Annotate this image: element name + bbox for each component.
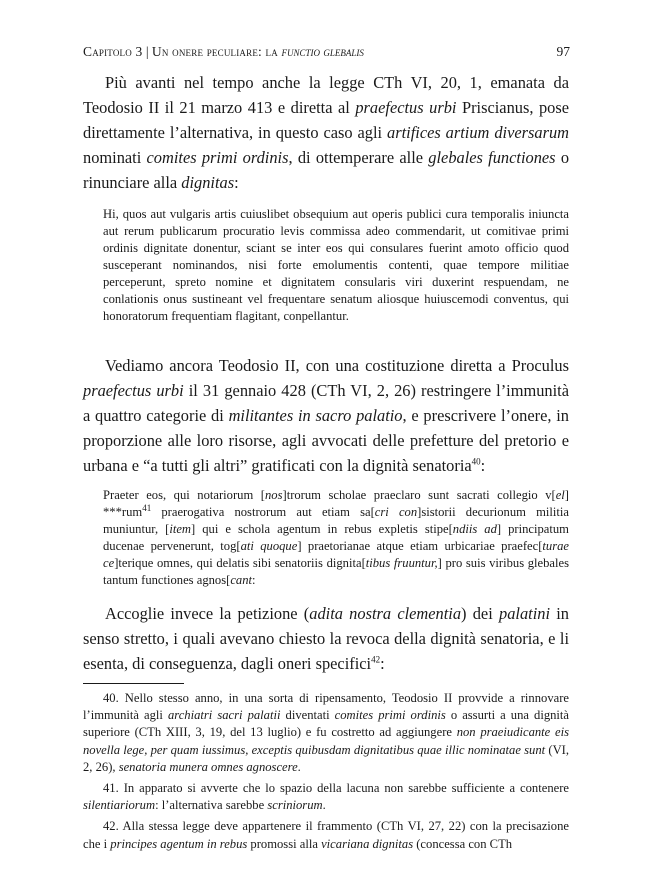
para1-text: Priscianus, pose direttamente l’alternativa, in questo caso agli [83,98,569,142]
q2-italic: item [169,522,192,536]
fn-text: Nello stesso anno, in una sorta di ripensamento, Teodosio II provvide a rinnovare l’immunità agli [83,691,569,723]
footnote-ref-41[interactable]: 41 [142,502,152,513]
fn-italic: , senatoria munera omnes agnoscere [112,759,298,774]
latin-quotation-2 [103,487,569,589]
running-header [83,44,570,60]
para2-text: , e prescrivere l’onere, in proporzione alle loro risorse, agli avvocati delle prefetture del pretorio e urbana e “a tutti gli altri” gratificati con la dignità senatoria [83,406,569,475]
footnote-41 [83,780,569,814]
para1-text: o rinunciare alla [83,148,570,192]
q2-text: ]sistorii decurionum militia muniuntur, [ [103,505,569,536]
para1-italic: praefectus urbi [355,98,457,117]
para1-italic: comites primi ordinis [146,148,289,167]
footnote-40 [83,690,569,776]
q2-text: ] praetorianae atque etiam urbicariae praefec[ [297,539,543,553]
para1-text: nominati [83,148,147,167]
para3-text: Accoglie invece la petizione ( [105,604,310,623]
para1-italic: dignitas [181,173,235,192]
fn-italic: vicariana dignitas [321,836,414,851]
q2-italic: cant [230,573,252,587]
fn-text: promossi alla [247,836,322,851]
para1-text: , di ottemperare alle [288,148,429,167]
q2-text: ] pro suis viribus glebales tantum functiones agnos[ [103,556,569,587]
footnote-number: 40. [103,691,119,705]
footnotes [83,690,569,853]
q2-text: Praeter eos, qui notariorum [ [103,488,265,502]
footnote-divider [83,683,184,684]
footnote-ref-42[interactable]: 42 [371,654,381,665]
q2-italic: ati quoque [240,539,298,553]
quotation-1-text: Hi, quos aut vulgaris artis cuiuslibet obsequium aut operis publici cura temporalis iniuncta aut rerum publicarum procuratio levis commissa adeo commendarit, ut comitivae primi ordinis dignitate donentur, sciant se inter eos qui consulares fuerint amoto officio quod susceperant nominandos, nisi forte emolumentis contenti, quae tempore militiae perceperunt, spreto nomine et dignitatem consularis viri duxerint respuendam, ne conlationis onus sustineant vel frequentare senatum aliosque huiuscemodi conventus, qui honoratorum frequentiam flagitant, conpellantur. [103,207,569,323]
header-separator: | [145,44,149,59]
fn-italic: archiatri sacri palatii [167,708,281,723]
footnote-42 [83,818,569,852]
para1-italic: artifices artium diversarum [387,123,569,142]
paragraph-3 [83,601,569,676]
q2-text: praerogativa nostrorum aut etiam sa[ [151,505,375,519]
latin-quotation-1 [103,206,569,325]
q2-text: ]terique omnes, qui delatis sibi senatoriis dignita[ [114,556,366,570]
q2-text: ] principatum ducenae pervenerunt, tog[ [103,522,569,553]
fn-text: diventati [280,708,335,723]
fn-text: (concessa con CTh [413,836,513,851]
q2-italic: tibus fruuntur, [365,556,438,570]
paragraph-2 [83,353,569,478]
para3-text: : [380,654,385,673]
q2-text: ] ***rum [103,488,569,519]
para3-italic: adita nostra clementia [309,604,462,623]
chapter-title: Un onere peculiare: la [151,44,282,59]
q2-italic: nos [265,488,283,502]
para1-text: : [234,173,239,192]
para1-text: Più avanti nel tempo anche la legge CTh VI, 20, 1, emanata da Teodosio II il 21 marzo 413 e diretta al [83,73,569,117]
page-number: 97 [556,44,570,59]
footnote-number: 42. [103,819,119,834]
header-title [83,44,364,60]
q2-italic: turae ce [103,539,570,570]
fn-text: . [322,798,326,813]
para2-text: : [480,456,486,475]
para2-text: Vediamo ancora Teodosio II, con una costituzione diretta a Proculus [105,356,569,375]
fn-text: Alla stessa legge deve appartenere il frammento (CTh VI, 27, 22) con la precisazione che i [83,819,569,851]
q2-text: : [252,573,256,587]
q2-italic: el [555,488,565,502]
fn-italic: non praeiudicante eis novella lege, per quam iussimus, exceptis quibusdam dignitatibus quae illic nominatae sunt [83,725,569,757]
para3-italic: palatini [499,604,550,623]
footnote-ref-40[interactable]: 40 [471,456,481,467]
q2-italic: ndiis ad [452,522,497,536]
paragraph-1 [83,70,569,195]
fn-text: In apparato si avverte che lo spazio della lacuna non sarebbe sufficiente a contenere [118,781,569,796]
fn-text: . [297,759,301,774]
chapter-label: Capitolo 3 [83,44,143,59]
para3-text: in senso stretto, i quali avevano chiesto la revoca della dignità senatoria, e li esenta, di conseguenza, dagli oneri specifici [83,604,569,673]
q2-text: ] qui e schola agentum in rebus expletis stipe[ [191,522,453,536]
fn-text: : l’alternativa sarebbe [155,798,268,813]
fn-italic: scriniorum [267,798,323,813]
fn-italic: comites primi ordinis [334,708,446,723]
fn-text: (VI, 2, 26) [83,742,570,774]
q2-italic: cri con [374,505,418,519]
chapter-title-italic: functio glebalis [281,44,364,59]
para2-italic: militantes in sacro palatio [228,406,403,425]
para1-italic: glebales functiones [428,148,556,167]
fn-italic: silentiariorum [83,798,156,813]
fn-text: o assurti a una dignità superiore (CTh XIII, 3, 19, del 13 luglio) e fu costretto ad aggiungere [83,708,570,740]
para2-italic: praefectus urbi [83,381,184,400]
para2-text: il 31 gennaio 428 (CTh VI, 2, 26) restringere l’immunità a quattro categorie di [83,381,569,425]
q2-text: ]trorum scholae praeclaro sunt sacrati collegio v[ [282,488,556,502]
para3-text: ) dei [461,604,499,623]
fn-italic: principes agentum in rebus [110,836,248,851]
footnote-number: 41. [103,781,119,796]
